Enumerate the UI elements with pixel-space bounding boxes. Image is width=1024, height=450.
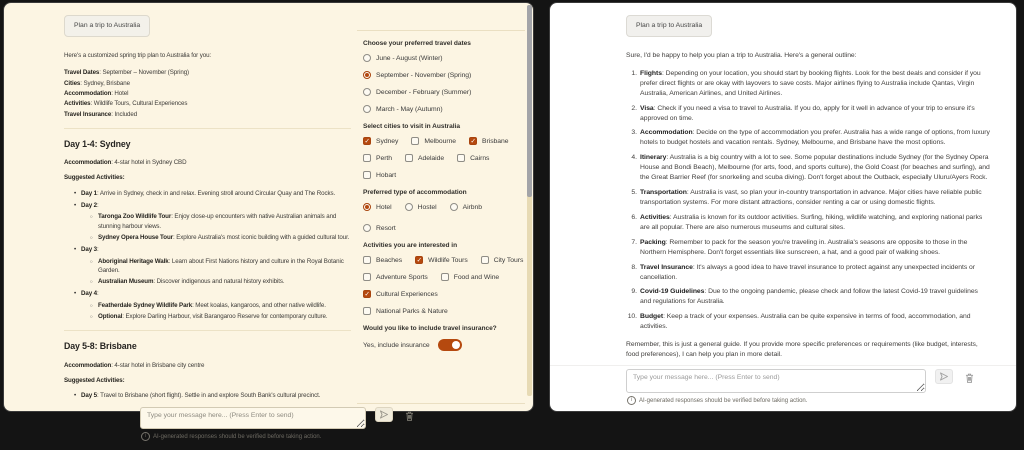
checkbox-perth[interactable]: [363, 154, 392, 162]
insurance-toggle-row: [363, 339, 525, 351]
checkbox-label: Perth: [376, 154, 392, 162]
checkbox-label: Food and Wine: [453, 273, 500, 281]
sub-label: Optional: [98, 313, 123, 321]
accommodation-line: [64, 158, 351, 167]
item-text: : It's always a good idea to have travel insurance to protect against any unexpected incidents or cancellation.: [640, 263, 975, 281]
radio-september-november[interactable]: [363, 71, 525, 79]
sydney-days-list: [64, 189, 351, 322]
list-item: [640, 188, 990, 208]
checkbox-label: Melbourne: [424, 137, 457, 145]
accommodation-value: : 4-star hotel in Sydney CBD: [111, 159, 187, 167]
assistant-intro: Sure, I'd be happy to help you plan a trip to Australia. Here's a general outline:: [626, 51, 857, 59]
day-sub-list: [81, 301, 351, 322]
checkbox-icon: [415, 256, 423, 264]
item-label: Budget: [640, 313, 664, 321]
checkbox-icon: [441, 273, 449, 281]
checkbox-label: Brisbane: [482, 137, 509, 145]
checkbox-icon: [457, 154, 465, 162]
summary-value: : Sydney, Brisbane: [80, 79, 130, 87]
sub-label: Sydney Opera House Tour: [98, 233, 173, 241]
checkbox-label: Hobart: [376, 171, 397, 179]
accommodation-value: : 4-star hotel in Brisbane city centre: [111, 361, 205, 369]
radio-march-may[interactable]: [363, 105, 525, 113]
trash-icon: [964, 372, 975, 384]
item-label: Activities: [640, 213, 670, 221]
accommodation-radio-row: [363, 203, 525, 232]
item-text: : Decide on the type of accommodation you prefer. Australia has a wide range of options, from luxury hotels to budget hostels and vacation rentals. Sydney, Melbourne, and Brisbane have the most options.: [640, 129, 990, 147]
suggested-activities-label: [64, 173, 351, 182]
info-icon: i: [627, 396, 636, 405]
activities-row: [363, 307, 525, 315]
list-item: [640, 238, 990, 258]
disclaimer-text: AI-generated responses should be verified before taking action.: [639, 397, 808, 404]
suggested-activities-bold: Suggested Activities:: [64, 174, 125, 182]
day-item: [74, 289, 351, 321]
item-text: : Check if you need a visa to travel to Australia. If you do, apply for it well in advance of your trip to ensure it's approved on time.: [640, 104, 975, 122]
message-input[interactable]: [626, 369, 926, 393]
checkbox-wildlife-tours[interactable]: [415, 256, 468, 264]
checkbox-brisbane[interactable]: [469, 137, 508, 145]
item-label: Itinerary: [640, 154, 667, 162]
summary-value: : Included: [111, 110, 138, 118]
radio-june-august[interactable]: [363, 54, 525, 62]
checkbox-cultural-experiences[interactable]: [363, 290, 438, 298]
radio-label: June - August (Winter): [376, 54, 443, 62]
sub-item: [90, 301, 351, 310]
activities-row: [363, 256, 525, 264]
checkbox-icon: [363, 256, 371, 264]
item-label: Flights: [640, 69, 662, 77]
send-button[interactable]: [935, 369, 953, 384]
sub-text: : Discover indigenous and natural history exhibits.: [153, 278, 285, 286]
checkbox-icon: [405, 154, 413, 162]
summary-value: : Wildlife Tours, Cultural Experiences: [90, 100, 188, 108]
checkbox-label: Adelaide: [418, 154, 445, 162]
toggle-knob: [452, 341, 460, 349]
summary-line: [64, 89, 351, 98]
assistant-intro: Here's a customized spring trip plan to Australia for you:: [64, 52, 212, 60]
right-main-area: [550, 3, 1016, 365]
trash-icon: [404, 410, 415, 422]
sub-item: [90, 312, 351, 321]
sub-item: [90, 257, 351, 276]
checkbox-city-tours[interactable]: [481, 256, 524, 264]
toggle-label: Yes, include insurance: [363, 341, 430, 349]
checkbox-beaches[interactable]: [363, 256, 402, 264]
cities-group-label: Select cities to visit in Australia: [363, 123, 460, 130]
send-icon: [938, 371, 950, 382]
day-label: Day 3: [81, 246, 98, 254]
checkbox-food-and-wine[interactable]: [441, 273, 499, 281]
sub-text: : Meet koalas, kangaroos, and other native wildlife.: [192, 301, 326, 309]
checkbox-label: Beaches: [376, 256, 403, 264]
checkbox-sydney[interactable]: [363, 137, 398, 145]
suggested-activities-label: [64, 376, 351, 385]
summary-label: Accommodation: [64, 90, 112, 98]
radio-icon: [363, 88, 371, 96]
list-item: [640, 213, 990, 233]
sub-item: [90, 212, 351, 231]
item-label: Covid-19 Guidelines: [640, 288, 705, 296]
accommodation-group-label: Preferred type of accommodation: [363, 189, 467, 196]
summary-label: Travel Dates: [64, 69, 100, 77]
ai-disclaimer: [627, 396, 1016, 405]
item-text: : Australia is a big country with a lot to see. Some popular destinations include Sydney (for the Sydney Opera House and Bondi Beach), Melbourne (for arts, food, and sports culture), the Gold Coast (for beaches and surfing), and the Great Barrier Reef (for snorkeling and scuba diving). Don't forget about the Outback, especially Uluru/Ayers Rock.: [640, 154, 990, 182]
day-text: :: [97, 290, 99, 298]
radio-icon: [450, 203, 458, 211]
radio-label: March - May (Autumn): [376, 105, 443, 113]
checkbox-national-parks[interactable]: [363, 307, 448, 315]
item-label: Travel Insurance: [640, 263, 693, 271]
item-text: : Depending on your location, you should start by booking flights. Look for the best deals and consider if you prefer direct flights or are okay with layovers to save costs. Major airlines flying to Australia include Qantas, Virgin Australia, American Airlines, and United Airlines.: [640, 69, 981, 97]
summary-label: Travel Insurance: [64, 110, 112, 118]
radio-airbnb[interactable]: [450, 203, 482, 211]
checkbox-label: Cairns: [470, 154, 490, 162]
sub-text: : Explore Australia's most iconic building with a guided cultural tour.: [172, 233, 350, 241]
delete-conversation-button[interactable]: [402, 408, 416, 423]
day-item: [74, 189, 351, 198]
radio-hostel[interactable]: [405, 203, 437, 211]
checkbox-label: City Tours: [493, 256, 524, 264]
section-title-sydney: Day 1-4: Sydney: [64, 138, 131, 149]
checkbox-label: Adventure Sports: [376, 273, 428, 281]
summary-line: [64, 99, 351, 108]
item-text: : Due to the ongoing pandemic, please check and follow the latest Covid-19 travel guidelines and regulations for Australia.: [640, 288, 978, 306]
activities-row: [363, 290, 525, 298]
checkbox-label: National Parks & Nature: [376, 307, 448, 315]
summary-value: : September – November (Spring): [99, 69, 190, 77]
summary-line: [64, 68, 351, 77]
accommodation-label: Accommodation: [64, 361, 112, 369]
list-item: [640, 128, 990, 148]
summary-label: Cities: [64, 79, 81, 87]
checkbox-icon: [481, 256, 489, 264]
item-label: Transportation: [640, 189, 687, 197]
sub-label: Taronga Zoo Wildlife Tour: [98, 213, 172, 221]
ai-disclaimer: [141, 432, 533, 441]
day-item: [74, 391, 351, 400]
section-title-brisbane: Day 5-8: Brisbane: [64, 341, 137, 352]
checkbox-label: Sydney: [376, 137, 399, 145]
sub-label: Australian Museum: [98, 278, 154, 286]
day-text: : Travel to Brisbane (short flight). Settle in and explore South Bank's cultural precinct.: [97, 392, 321, 400]
day-item: [74, 201, 351, 242]
day-text: :: [97, 202, 99, 210]
checkbox-melbourne[interactable]: [411, 137, 456, 145]
item-text: : Australia is known for its outdoor activities. Surfing, hiking, wildlife watching, and exploring national parks are all popular. There are also numerous museums and cultural sites.: [640, 213, 983, 231]
checkbox-adventure-sports[interactable]: [363, 273, 428, 281]
trip-preferences-form: [357, 30, 525, 404]
checkbox-icon: [363, 171, 371, 179]
activities-row: [363, 273, 525, 281]
user-message-chip: Plan a trip to Australia: [626, 15, 712, 37]
day-item: [74, 245, 351, 286]
cities-row: [363, 154, 525, 162]
radio-label: Hostel: [417, 203, 437, 211]
section-divider: [64, 330, 351, 331]
summary-label: Activities: [64, 100, 91, 108]
radio-hotel[interactable]: [363, 203, 392, 211]
radio-label: Resort: [376, 224, 396, 232]
sub-label: Featherdale Sydney Wildlife Park: [98, 301, 193, 309]
travel-outline-list: [626, 69, 990, 332]
list-item: [640, 287, 990, 307]
user-message-chip: Plan a trip to Australia: [64, 15, 150, 37]
checkbox-label: Wildlife Tours: [428, 256, 468, 264]
message-input-row: [626, 369, 1016, 393]
checkbox-icon: [363, 273, 371, 281]
checkbox-icon: [469, 137, 477, 145]
activities-group-label: Activities you are interested in: [363, 242, 458, 249]
insurance-toggle[interactable]: [438, 339, 462, 351]
dates-group-label: Choose your preferred travel dates: [363, 40, 471, 47]
day-sub-list: [81, 212, 351, 242]
day-label: Day 2: [81, 202, 98, 210]
brisbane-days-list: [64, 391, 351, 400]
radio-icon: [363, 105, 371, 113]
checkbox-icon: [363, 307, 371, 315]
accommodation-line: [64, 361, 351, 370]
sub-label: Aboriginal Heritage Walk: [98, 257, 169, 265]
summary-line: [64, 79, 351, 88]
item-label: Packing: [640, 238, 666, 246]
assistant-outro: Remember, this is just a general guide. If you provide more specific preferences or requirements (like budget, interests, food preferences), I can help you plan in more detail.: [626, 341, 978, 359]
right-chat-column: [550, 3, 1016, 365]
checkbox-icon: [411, 137, 419, 145]
item-text: : Keep a track of your expenses. Australia can be quite expensive in terms of food, accommodation, and activities.: [640, 313, 971, 331]
cities-row: [363, 137, 525, 145]
sub-text: : Enjoy close-up encounters with native Australian animals and stunning harbour views.: [98, 213, 337, 230]
sub-text: : Learn about First Nations history and culture in the Royal Botanic Garden.: [98, 257, 344, 274]
day-sub-list: [81, 257, 351, 287]
right-footer: [550, 365, 1016, 411]
radio-icon: [363, 71, 371, 79]
radio-icon: [405, 203, 413, 211]
travel-planner-window: [3, 2, 534, 440]
scrollbar-thumb[interactable]: [527, 5, 532, 197]
checkbox-hobart[interactable]: [363, 171, 396, 179]
radio-icon: [363, 54, 371, 62]
disclaimer-text: AI-generated responses should be verified before taking action.: [153, 433, 322, 440]
list-item: [640, 153, 990, 183]
cities-row: [363, 171, 525, 179]
trip-summary: [64, 68, 351, 118]
day-label: Day 4: [81, 290, 98, 298]
list-item: [640, 69, 990, 99]
accommodation-label: Accommodation: [64, 159, 112, 167]
list-item: [640, 104, 990, 124]
day-label: Day 5: [81, 392, 98, 400]
summary-value: : Hotel: [111, 90, 129, 98]
radio-label: December - February (Summer): [376, 88, 472, 96]
left-chat-column: [4, 3, 357, 404]
send-icon: [378, 409, 390, 420]
radio-label: Airbnb: [462, 203, 482, 211]
left-footer: [4, 404, 533, 450]
item-label: Visa: [640, 104, 654, 112]
scrollbar-track[interactable]: [527, 5, 532, 396]
checkbox-adelaide[interactable]: [405, 154, 444, 162]
sub-item: [90, 277, 351, 286]
summary-line: [64, 110, 351, 119]
checkbox-cairns[interactable]: [457, 154, 489, 162]
item-text: : Remember to pack for the season you're traveling in. Australia's seasons are opposite to those in the Northern Hemisphere. Don't forget essentials like sunscreen, a hat, and a good pair of walking shoes.: [640, 238, 968, 256]
checkbox-icon: [363, 154, 371, 162]
list-item: [640, 312, 990, 332]
delete-conversation-button[interactable]: [962, 370, 976, 385]
sub-item: [90, 233, 351, 242]
radio-label: September - November (Spring): [376, 71, 472, 79]
suggested-activities-bold: Suggested Activities:: [64, 376, 125, 384]
item-text: : Australia is vast, so plan your in-country transportation in advance. Major cities have reliable public transportation systems. For more distant attractions, consider renting a car or using domestic flights.: [640, 189, 982, 206]
list-item: [640, 263, 990, 283]
day-text: : Arrive in Sydney, check in and relax. Evening stroll around Circular Quay and The Rocks.: [97, 189, 336, 197]
item-label: Accommodation: [640, 129, 693, 137]
insurance-group-label: Would you like to include travel insurance?: [363, 325, 497, 332]
radio-icon: [363, 203, 371, 211]
section-divider: [64, 128, 351, 129]
day-text: :: [97, 246, 99, 254]
send-button[interactable]: [375, 407, 393, 422]
radio-label: Hotel: [376, 203, 392, 211]
radio-icon: [363, 224, 371, 232]
radio-resort[interactable]: [363, 224, 396, 232]
sub-text: : Explore Darling Harbour, visit Barangaroo Reserve for contemporary culture.: [122, 313, 328, 321]
info-icon: i: [141, 432, 150, 441]
radio-december-february[interactable]: [363, 88, 525, 96]
chat-assistant-window: [549, 2, 1017, 412]
message-input-row: [140, 407, 533, 429]
day-label: Day 1: [81, 189, 98, 197]
checkbox-label: Cultural Experiences: [376, 290, 438, 298]
checkbox-icon: [363, 290, 371, 298]
left-main-area: [4, 3, 533, 404]
message-input[interactable]: [140, 407, 366, 429]
dates-radio-group: [363, 54, 525, 113]
checkbox-icon: [363, 137, 371, 145]
